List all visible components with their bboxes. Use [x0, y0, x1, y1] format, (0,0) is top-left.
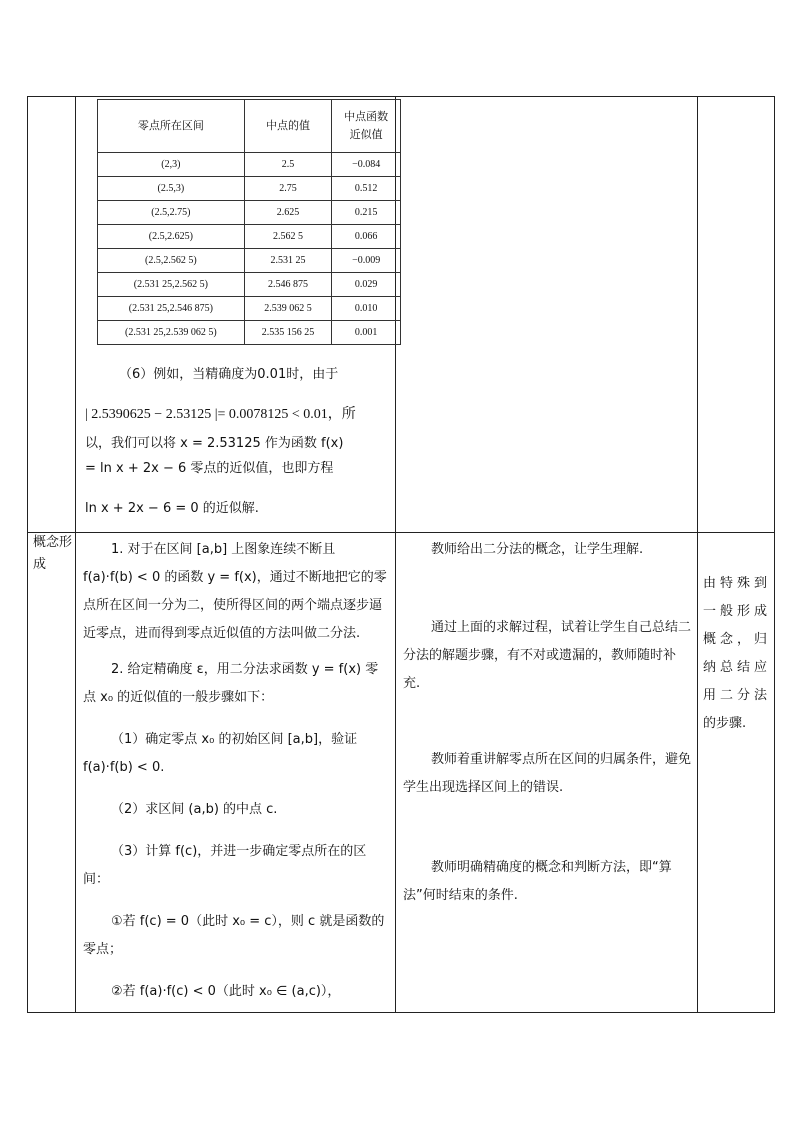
- value-cell: 0.512: [332, 177, 401, 201]
- example-line: = ln x + 2x − 6 零点的近似值，也即方程: [85, 461, 334, 476]
- teacher-note: 通过上面的求解过程，试着让学生自己总结二分法的解题步骤，有不对或遗漏的，教师随时补充.: [403, 620, 692, 691]
- concept-paragraph: （1）确定零点 x₀ 的初始区间 [a,b]，验证 f(a)·f(b) < 0.: [83, 732, 358, 775]
- col-border: [697, 96, 698, 1013]
- interval-cell: (2,3): [98, 153, 245, 177]
- interval-cell: (2.5,2.75): [98, 201, 245, 225]
- header-interval: 零点所在区间: [98, 100, 245, 153]
- example-line: | 2.5390625 − 2.53125 |= 0.0078125 < 0.01，所: [85, 407, 356, 422]
- bisection-data-table: [97, 99, 401, 345]
- concept-paragraph: （2）求区间 (a,b) 的中点 c.: [111, 802, 278, 817]
- table-row: [98, 225, 401, 249]
- midpoint-cell: 2.5: [244, 153, 332, 177]
- teacher-note: 教师着重讲解零点所在区间的归属条件，避免学生出现选择区间上的错误.: [403, 752, 692, 795]
- midpoint-cell: 2.562 5: [244, 225, 332, 249]
- interval-cell: (2.5,2.562 5): [98, 249, 245, 273]
- table-row: [98, 201, 401, 225]
- section-label: 概念形成: [33, 535, 73, 572]
- concept-column: [83, 536, 389, 1006]
- value-cell: 0.010: [332, 297, 401, 321]
- table-header-row: [98, 100, 401, 153]
- example-line: 以，我们可以将 x = 2.53125 作为函数 f(x): [85, 436, 344, 451]
- interval-cell: (2.531 25,2.562 5): [98, 273, 245, 297]
- header-function-value: [332, 100, 401, 153]
- value-cell: 0.001: [332, 321, 401, 345]
- header-function-value-line: 近似值: [349, 128, 383, 141]
- concept-paragraph: 1. 对于在区间 [a,b] 上图象连续不断且 f(a)·f(b) < 0 的函数 y = f(x)，通过不断地把它的零点所在区间一分为二，使所得区间的两个端点逐步逼近零点，进而得到零点近似值的方法叫做二分法.: [83, 542, 387, 641]
- concept-paragraph: （3）计算 f(c)，并进一步确定零点所在的区间：: [83, 844, 367, 887]
- table-row: [98, 153, 401, 177]
- value-cell: 0.215: [332, 201, 401, 225]
- example-line: （6）例如，当精确度为0.01时，由于: [119, 367, 339, 382]
- teacher-note: 教师给出二分法的概念，让学生理解.: [431, 542, 644, 557]
- lesson-table: [27, 96, 775, 1013]
- teacher-note: 教师明确精确度的概念和判断方法，即“算法”何时结束的条件.: [403, 860, 672, 903]
- midpoint-cell: 2.625: [244, 201, 332, 225]
- interval-cell: (2.531 25,2.539 062 5): [98, 321, 245, 345]
- design-intent: 由特殊到一般形成概念，归纳总结应用二分法的步骤.: [703, 576, 767, 731]
- table-row: [98, 273, 401, 297]
- midpoint-cell: 2.75: [244, 177, 332, 201]
- header-function-value-line: 中点函数: [344, 110, 389, 123]
- interval-cell: (2.5,3): [98, 177, 245, 201]
- value-cell: −0.084: [332, 153, 401, 177]
- midpoint-cell: 2.546 875: [244, 273, 332, 297]
- midpoint-cell: 2.531 25: [244, 249, 332, 273]
- col-border: [27, 96, 28, 1013]
- table-row: [98, 249, 401, 273]
- table-border-bottom: [27, 1012, 775, 1013]
- table-border-top: [27, 96, 775, 97]
- header-midpoint: 中点的值: [244, 100, 332, 153]
- midpoint-cell: 2.539 062 5: [244, 297, 332, 321]
- concept-paragraph: ①若 f(c) = 0（此时 x₀ = c），则 c 就是函数的零点；: [83, 914, 385, 957]
- value-cell: 0.029: [332, 273, 401, 297]
- interval-cell: (2.531 25,2.546 875): [98, 297, 245, 321]
- concept-paragraph: 2. 给定精确度 ε，用二分法求函数 y = f(x) 零点 x₀ 的近似值的一般步骤如下：: [83, 662, 379, 705]
- midpoint-cell: 2.535 156 25: [244, 321, 332, 345]
- table-row: [98, 297, 401, 321]
- row-divider: [27, 532, 775, 533]
- interval-cell: (2.5,2.625): [98, 225, 245, 249]
- value-cell: −0.009: [332, 249, 401, 273]
- example-line: ln x + 2x − 6 = 0 的近似解.: [85, 501, 259, 516]
- col-border: [774, 96, 775, 1013]
- table-row: [98, 177, 401, 201]
- table-row: [98, 321, 401, 345]
- col-border: [75, 96, 76, 1013]
- concept-paragraph: ②若 f(a)·f(c) < 0（此时 x₀ ∈ (a,c)），: [111, 984, 341, 999]
- value-cell: 0.066: [332, 225, 401, 249]
